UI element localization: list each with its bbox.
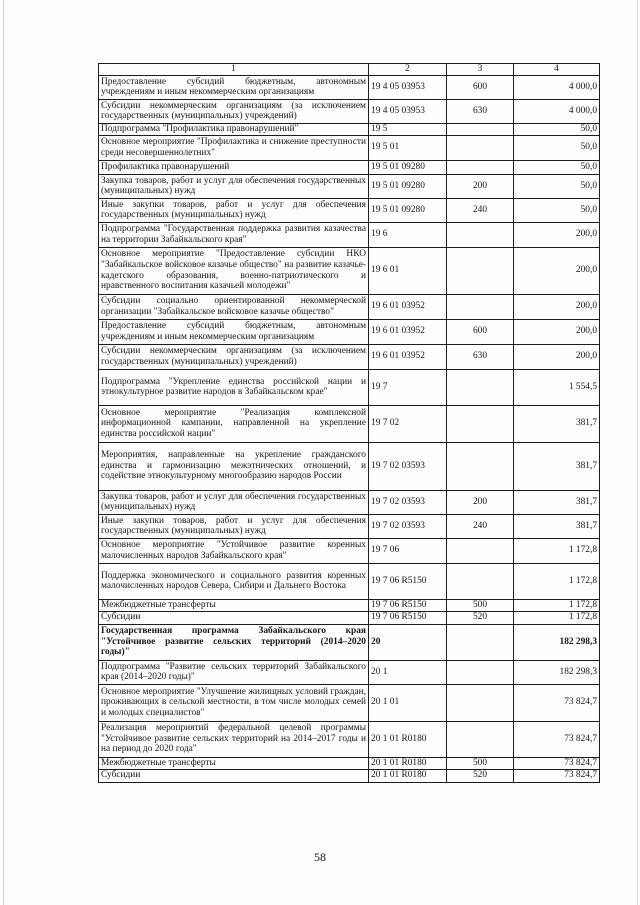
row-code-cell: 19 4 05 03953: [369, 99, 447, 123]
row-code-cell: 19 7 02 03593: [369, 442, 447, 490]
table-row: [99, 198, 600, 222]
row-code-cell: 19 4 05 03953: [369, 75, 447, 99]
table-row: [99, 442, 600, 490]
row-name-cell: Государственная программа Забайкальского края "Устойчивое развитие сельских территорий (2014–2020 годы)": [99, 624, 369, 660]
row-code-cell: 19 5 01 09280: [369, 160, 447, 174]
table-row: [99, 563, 600, 599]
row-code-cell: 20: [369, 624, 447, 660]
header-col-4: 4: [514, 64, 600, 76]
row-code-cell: 20 1 01 R0180: [369, 757, 447, 769]
row-name-cell: Закупка товаров, работ и услуг для обеспечения государственных (муниципальных) нужд: [99, 174, 369, 198]
row-expense-type-cell: 500: [447, 757, 514, 769]
table-row: [99, 721, 600, 757]
table-row: [99, 160, 600, 174]
row-name-cell: Подпрограмма "Развитие сельских территорий Забайкальского края (2014–2020 годы)": [99, 660, 369, 684]
row-expense-type-cell: [447, 721, 514, 757]
table-row: [99, 294, 600, 319]
table-row: [99, 611, 600, 624]
row-expense-type-cell: [447, 123, 514, 135]
row-sum-cell: 182 298,3: [514, 624, 600, 660]
row-name-cell: Субсидии: [99, 611, 369, 624]
row-sum-cell: 381,7: [514, 490, 600, 514]
row-name-cell: Мероприятия, направленные на укрепление гражданского единства и гармонизацию межэтнических отношений, и содействие этнокультурному многообразию народов России: [99, 442, 369, 490]
row-name-cell: Подпрограмма "Государственная поддержка развития казачества на территории Забайкальского края": [99, 222, 369, 247]
row-sum-cell: 73 824,7: [514, 757, 600, 769]
table-row: [99, 369, 600, 405]
table-row: [99, 538, 600, 563]
row-code-cell: 19 6 01 03952: [369, 294, 447, 319]
row-sum-cell: 73 824,7: [514, 721, 600, 757]
row-name-cell: Основное мероприятие "Профилактика и снижение преступности среди несовершеннолетних": [99, 135, 369, 160]
row-expense-type-cell: 520: [447, 611, 514, 624]
row-expense-type-cell: 200: [447, 490, 514, 514]
row-expense-type-cell: 240: [447, 514, 514, 538]
row-sum-cell: 4 000,0: [514, 75, 600, 99]
row-expense-type-cell: [447, 369, 514, 405]
row-code-cell: 19 5: [369, 123, 447, 135]
row-name-cell: Субсидии некоммерческим организациям (за исключением государственных (муниципальных) учреждений): [99, 99, 369, 123]
row-name-cell: Основное мероприятие "Предоставление субсидии НКО "Забайкальское войсковое казачье общество" на развитие казачье-кадетского образования, военно-патриотического и нравственного воспитания казачьей молодежи": [99, 247, 369, 294]
row-name-cell: Основное мероприятие "Реализация комплексной информационной кампании, направленной на укрепление единства российской нации": [99, 405, 369, 442]
table-row: [99, 514, 600, 538]
row-sum-cell: 73 824,7: [514, 769, 600, 782]
row-code-cell: 20 1 01: [369, 684, 447, 721]
row-expense-type-cell: [447, 538, 514, 563]
header-col-3: 3: [447, 64, 514, 76]
row-expense-type-cell: [447, 160, 514, 174]
row-name-cell: Субсидии: [99, 769, 369, 782]
row-sum-cell: 50,0: [514, 135, 600, 160]
row-name-cell: Профилактика правонарушений: [99, 160, 369, 174]
row-code-cell: 20 1: [369, 660, 447, 684]
row-expense-type-cell: [447, 684, 514, 721]
row-sum-cell: 1 172,8: [514, 611, 600, 624]
table-row: [99, 490, 600, 514]
row-expense-type-cell: 240: [447, 198, 514, 222]
row-name-cell: Подпрограмма "Укрепление единства российской нации и этнокультурное развитие народов в Забайкальском крае": [99, 369, 369, 405]
table-row: [99, 99, 600, 123]
row-expense-type-cell: 200: [447, 174, 514, 198]
table-row: [99, 684, 600, 721]
row-name-cell: Закупка товаров, работ и услуг для обеспечения государственных (муниципальных) нужд: [99, 490, 369, 514]
row-code-cell: 19 5 01 09280: [369, 198, 447, 222]
table-row: [99, 599, 600, 611]
row-name-cell: Основное мероприятие "Улучшение жилищных условий граждан, проживающих в сельской местности, в том числе молодых семей и молодых специалистов": [99, 684, 369, 721]
row-name-cell: Основное мероприятие "Устойчивое развитие коренных малочисленных народов Забайкальского края": [99, 538, 369, 563]
row-sum-cell: 381,7: [514, 514, 600, 538]
row-code-cell: 19 7: [369, 369, 447, 405]
row-code-cell: 19 5 01: [369, 135, 447, 160]
row-sum-cell: 1 172,8: [514, 538, 600, 563]
row-name-cell: Подпрограмма "Профилактика правонарушений": [99, 123, 369, 135]
row-expense-type-cell: 630: [447, 344, 514, 369]
table-row: [99, 344, 600, 369]
row-name-cell: Иные закупки товаров, работ и услуг для обеспечения государственных (муниципальных) нужд: [99, 198, 369, 222]
table-row: [99, 757, 600, 769]
row-sum-cell: 200,0: [514, 344, 600, 369]
row-sum-cell: 50,0: [514, 198, 600, 222]
page-number: 58: [314, 850, 326, 864]
row-name-cell: Субсидии некоммерческим организациям (за исключением государственных (муниципальных) учреждений): [99, 344, 369, 369]
scan-edge-right: [637, 0, 638, 905]
row-sum-cell: 381,7: [514, 442, 600, 490]
table-row: [99, 660, 600, 684]
row-code-cell: 20 1 01 R0180: [369, 769, 447, 782]
row-sum-cell: 50,0: [514, 123, 600, 135]
row-expense-type-cell: [447, 660, 514, 684]
row-expense-type-cell: 520: [447, 769, 514, 782]
table-row: [99, 222, 600, 247]
row-expense-type-cell: [447, 247, 514, 294]
header-col-2: 2: [369, 64, 447, 76]
row-sum-cell: 73 824,7: [514, 684, 600, 721]
row-sum-cell: 200,0: [514, 319, 600, 344]
row-expense-type-cell: 500: [447, 599, 514, 611]
row-expense-type-cell: [447, 442, 514, 490]
scan-edge-left: [3, 0, 4, 905]
row-sum-cell: 200,0: [514, 222, 600, 247]
row-code-cell: 19 6 01 03952: [369, 319, 447, 344]
row-sum-cell: 381,7: [514, 405, 600, 442]
row-code-cell: 19 7 02: [369, 405, 447, 442]
table-row: [99, 174, 600, 198]
table-row: [99, 247, 600, 294]
row-code-cell: 19 7 02 03593: [369, 514, 447, 538]
row-sum-cell: 1 172,8: [514, 599, 600, 611]
row-expense-type-cell: 600: [447, 75, 514, 99]
row-code-cell: 19 7 06 R5150: [369, 563, 447, 599]
table-row: [99, 75, 600, 99]
row-sum-cell: 50,0: [514, 160, 600, 174]
row-code-cell: 19 6 01: [369, 247, 447, 294]
table-row: [99, 624, 600, 660]
table-row: [99, 135, 600, 160]
row-sum-cell: 200,0: [514, 247, 600, 294]
row-sum-cell: 182 298,3: [514, 660, 600, 684]
budget-table: [98, 63, 600, 783]
row-name-cell: Предоставление субсидий бюджетным, автономным учреждениям и иным некоммерческим организациям: [99, 319, 369, 344]
row-expense-type-cell: 630: [447, 99, 514, 123]
row-code-cell: 20 1 01 R0180: [369, 721, 447, 757]
row-code-cell: 19 7 06 R5150: [369, 611, 447, 624]
row-code-cell: 19 6 01 03952: [369, 344, 447, 369]
table-row: [99, 123, 600, 135]
row-expense-type-cell: [447, 135, 514, 160]
row-expense-type-cell: 600: [447, 319, 514, 344]
header-col-1: 1: [99, 64, 369, 76]
row-code-cell: 19 6: [369, 222, 447, 247]
row-expense-type-cell: [447, 222, 514, 247]
row-code-cell: 19 7 06: [369, 538, 447, 563]
row-sum-cell: 4 000,0: [514, 99, 600, 123]
row-sum-cell: 1 172,8: [514, 563, 600, 599]
row-name-cell: Иные закупки товаров, работ и услуг для обеспечения государственных (муниципальных) нужд: [99, 514, 369, 538]
row-sum-cell: 1 554,5: [514, 369, 600, 405]
row-name-cell: Реализация мероприятий федеральной целевой программы "Устойчивое развитие сельских территорий на 2014–2017 годы и на период до 2020 года": [99, 721, 369, 757]
row-name-cell: Поддержка экономического и социального развития коренных малочисленных народов Севера, Сибири и Дальнего Востока: [99, 563, 369, 599]
row-expense-type-cell: [447, 405, 514, 442]
row-code-cell: 19 7 06 R5150: [369, 599, 447, 611]
row-name-cell: Субсидии социально ориентированной некоммерческой организации "Забайкальское войсковое казачье общество": [99, 294, 369, 319]
row-name-cell: Предоставление субсидий бюджетным, автономным учреждениям и иным некоммерческим организациям: [99, 75, 369, 99]
table-row: [99, 319, 600, 344]
table-header-row: [99, 64, 600, 76]
row-name-cell: Межбюджетные трансферты: [99, 599, 369, 611]
table-row: [99, 405, 600, 442]
row-code-cell: 19 7 02 03593: [369, 490, 447, 514]
table-row: [99, 769, 600, 782]
row-name-cell: Межбюджетные трансферты: [99, 757, 369, 769]
row-expense-type-cell: [447, 624, 514, 660]
row-sum-cell: 200,0: [514, 294, 600, 319]
row-sum-cell: 50,0: [514, 174, 600, 198]
row-code-cell: 19 5 01 09280: [369, 174, 447, 198]
row-expense-type-cell: [447, 294, 514, 319]
row-expense-type-cell: [447, 563, 514, 599]
